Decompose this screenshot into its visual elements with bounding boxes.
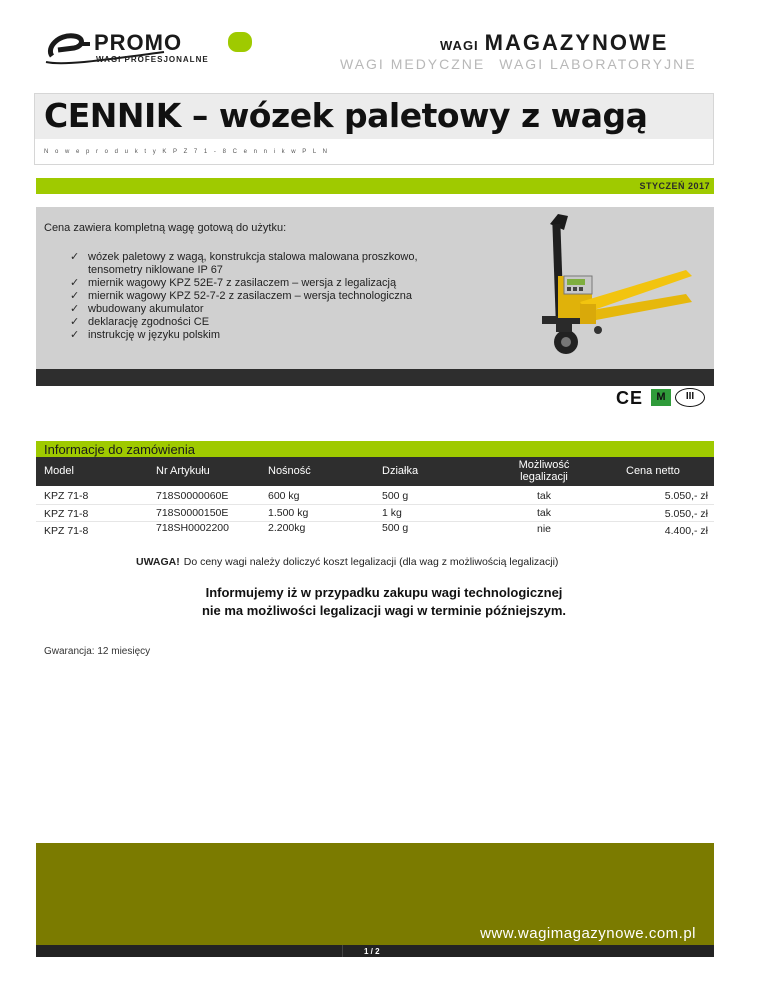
- cell-article: 718S0000060E: [156, 490, 229, 502]
- col-price: Cena netto: [626, 465, 680, 477]
- cell-capacity: 1.500 kg: [268, 507, 309, 519]
- cell-article: 718S0000150E: [156, 507, 229, 519]
- check-icon: ✓: [70, 303, 80, 315]
- cell-article: 718SH0002200: [156, 522, 229, 534]
- check-icon: ✓: [70, 316, 80, 328]
- link-wagi-laboratoryjne[interactable]: WAGI LABORATORYJNE: [499, 56, 697, 72]
- logo-tagline: WAGI PROFESJONALNE: [96, 55, 209, 64]
- col-division: Działka: [382, 465, 419, 477]
- ce-mark-icon: CE: [616, 388, 644, 408]
- check-icon: ✓: [70, 329, 80, 341]
- cell-model: KPZ 71-8: [44, 525, 89, 537]
- cell-capacity: 2.200kg: [268, 522, 306, 534]
- warning-note: [136, 556, 558, 568]
- date-label: STYCZEŃ 2017: [639, 181, 710, 191]
- cell-model: KPZ 71-8: [44, 508, 89, 520]
- cell-model: KPZ 71-8: [44, 490, 89, 502]
- col-model: Model: [44, 465, 74, 477]
- page-subtitle: N o w e p r o d u k t y K P Z 7 1 - 8 C e n n i k w P L N: [44, 149, 330, 155]
- list-item: ✓ instrukcję w języku polskim: [70, 329, 221, 341]
- cell-division: 500 g: [382, 522, 409, 534]
- row-divider: [36, 504, 714, 505]
- cell-price: 4.400,- zł: [664, 525, 708, 537]
- cell-division: 500 g: [382, 490, 409, 502]
- col-capacity: Nośność: [268, 465, 311, 477]
- brand-links: [340, 56, 697, 72]
- info-line-2: nie ma możliwości legalizacji wagi w terminie późniejszym.: [201, 603, 567, 618]
- metrology-m-icon: M: [651, 389, 671, 406]
- list-item: ✓ wózek paletowy z wagą, konstrukcja stalowa malowana proszkowo, tensometry niklowane IP 67: [70, 251, 418, 276]
- list-item: ✓ wbudowany akumulator: [70, 303, 204, 315]
- brand-main-text: MAGAZYNOWE: [484, 30, 669, 55]
- check-icon: ✓: [70, 290, 80, 302]
- order-title: Informacje do zamówienia: [44, 442, 196, 457]
- cell-legalization: nie: [536, 523, 551, 535]
- pallet-truck-image: [536, 210, 696, 360]
- brand-small: WAGI: [440, 38, 479, 53]
- page-title: CENNIK – wózek paletowy z wagą: [44, 96, 648, 135]
- cell-capacity: 600 kg: [268, 490, 300, 502]
- row-divider: [36, 521, 714, 522]
- cell-division: 1 kg: [382, 507, 402, 519]
- col-article: Nr Artykułu: [156, 465, 210, 477]
- panel-dark-strip: [36, 369, 714, 386]
- page-separator: [342, 945, 343, 957]
- col-legalization: Możliwość legalizacji: [518, 459, 570, 483]
- date-bar: [36, 178, 714, 194]
- check-icon: ✓: [70, 277, 80, 289]
- link-wagi-medyczne[interactable]: WAGI MEDYCZNE: [340, 56, 486, 72]
- svg-text:PROMO: PROMO: [94, 30, 183, 55]
- cell-price: 5.050,- zł: [664, 490, 708, 502]
- warning-label: UWAGA!: [136, 556, 180, 568]
- table-header: [36, 457, 714, 486]
- list-item: ✓ miernik wagowy KPZ 52-7-2 z zasilaczem – wersja technologiczna: [70, 290, 413, 302]
- list-item: ✓ miernik wagowy KPZ 52E-7 z zasilaczem – wersja z legalizacją: [70, 277, 397, 289]
- info-line-1: Informujemy iż w przypadku zakupu wagi technologicznej: [205, 585, 563, 600]
- cell-price: 5.050,- zł: [664, 508, 708, 520]
- page-number: 1 / 2: [364, 947, 380, 956]
- brand-title: [440, 30, 668, 56]
- feature-list: [70, 251, 470, 342]
- product-intro: Cena zawiera kompletną wagę gotową do użytku:: [44, 222, 287, 234]
- cell-legalization: tak: [536, 490, 551, 502]
- cell-legalization: tak: [536, 507, 551, 519]
- website-link[interactable]: www.wagimagazynowe.com.pl: [480, 925, 696, 942]
- warranty-text: Gwarancja: 12 miesięcy: [44, 646, 151, 657]
- list-item: ✓ deklarację zgodności CE: [70, 316, 210, 328]
- check-icon: ✓: [70, 251, 80, 263]
- accuracy-class-icon: III: [675, 388, 705, 407]
- warning-text: Do ceny wagi należy doliczyć koszt legalizacji (dla wag z możliwością legalizacji): [183, 556, 559, 568]
